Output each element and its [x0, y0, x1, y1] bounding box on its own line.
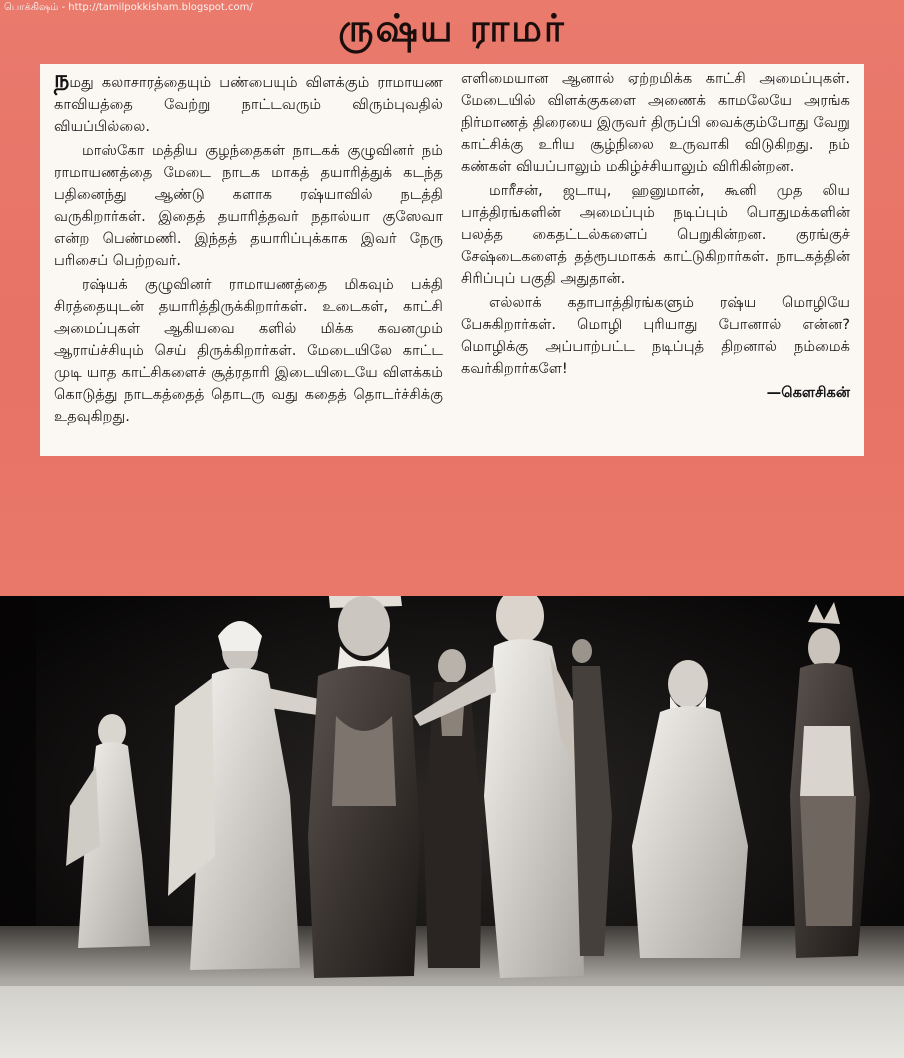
drop-cap: ந	[54, 65, 70, 93]
right-column	[461, 68, 850, 452]
stage-left-shadow	[0, 596, 36, 926]
article-text-box	[40, 64, 864, 456]
stage-photo-image	[0, 596, 904, 1058]
stage-photo	[0, 596, 904, 1058]
paragraph: ரஷ்யக் குழுவினர் ராமாயணத்தை மிகவும் பக்தி சிரத்தையுடன் தயாரித்திருக்கிறார்கள். உடைகள், காட்சி அமைப்புகள் ஆகியவை களில் மிக்க கவனமும் ஆராய்ச்சியும் செய் திருக்கிறார்கள். மேடையிலே காட்ட முடி யாத காட்சிகளைச் சூத்ரதாரி இடையிடையே விளக்கம் கொடுத்து நாடகத்தைத் தொடரு வது கதைத் தொடர்ச்சிக்கு உதவுகிறது.	[54, 276, 443, 425]
article-title: ருஷ்ய ராமர்	[338, 6, 566, 50]
stage-floor-light	[0, 986, 904, 1058]
watermark-text: பொக்கிஷம் - http://tamilpokkisham.blogspot.com/	[4, 2, 253, 13]
paragraph-text: மது கலாசாரத்தையும் பண்பையும் விளக்கும் ராமாயண காவியத்தை வேற்று நாட்டவரும் விரும்புவதில் வியப்பில்லை.	[54, 74, 443, 135]
author-byline: —கௌசிகன்	[766, 384, 850, 401]
paragraph	[54, 65, 443, 138]
paragraph: மாஸ்கோ மத்திய குழந்தைகள் நாடகக் குழுவினர் நம் ராமாயணத்தை மேடை நாடக மாகத் தயாரித்துக் கடந்த பதினைந்து ஆண்டு களாக ரஷ்யாவில் நடத்தி வருகிறார்கள். இதைத் தயாரித்தவர் நதால்யா குஸேவா என்ற பெண்மணி. இந்தத் தயாரிப்புக்காக இவர் நேரு பரிசைப் பெற்றவர்.	[54, 142, 443, 269]
paragraph: எல்லாக் கதாபாத்திரங்களும் ரஷ்ய மொழியே பேசுகிறார்கள். மொழி புரியாது போனால் என்ன? மொழிக்கு அப்பாற்பட்ட நடிப்புத் திறனால் நம்மைக் கவர்கிறார்களே!	[461, 294, 850, 377]
paragraph: எளிமையான ஆனால் ஏற்றமிக்க காட்சி அமைப்புகள். மேடையில் விளக்குகளை அணைக் காமலேயே அரங்க நிர்மாணத் திரையை இருவர் திருப்பி வைக்கும்போது வேறு காட்சிக்கு உரிய சூழ்நிலை உருவாகி விடுகிறது. நம் கண்கள் வியப்பாலும் மகிழ்ச்சியாலும் விரிகின்றன.	[461, 70, 850, 175]
left-column	[54, 65, 443, 452]
paragraph: மாரீசன், ஜடாயு, ஹனுமான், கூனி முத லிய பாத்திரங்களின் அமைப்பும் நடிப்பும் பொதுமக்களின் பலத்த கைதட்டல்களைப் பெறுகின்றன. குரங்குச் சேஷ்டைகளைத் தத்ரூபமாகக் காட்டுகிறார்கள். நாடகத்தின் சிரிப்புப் பகுதி அதுதான்.	[461, 182, 850, 287]
